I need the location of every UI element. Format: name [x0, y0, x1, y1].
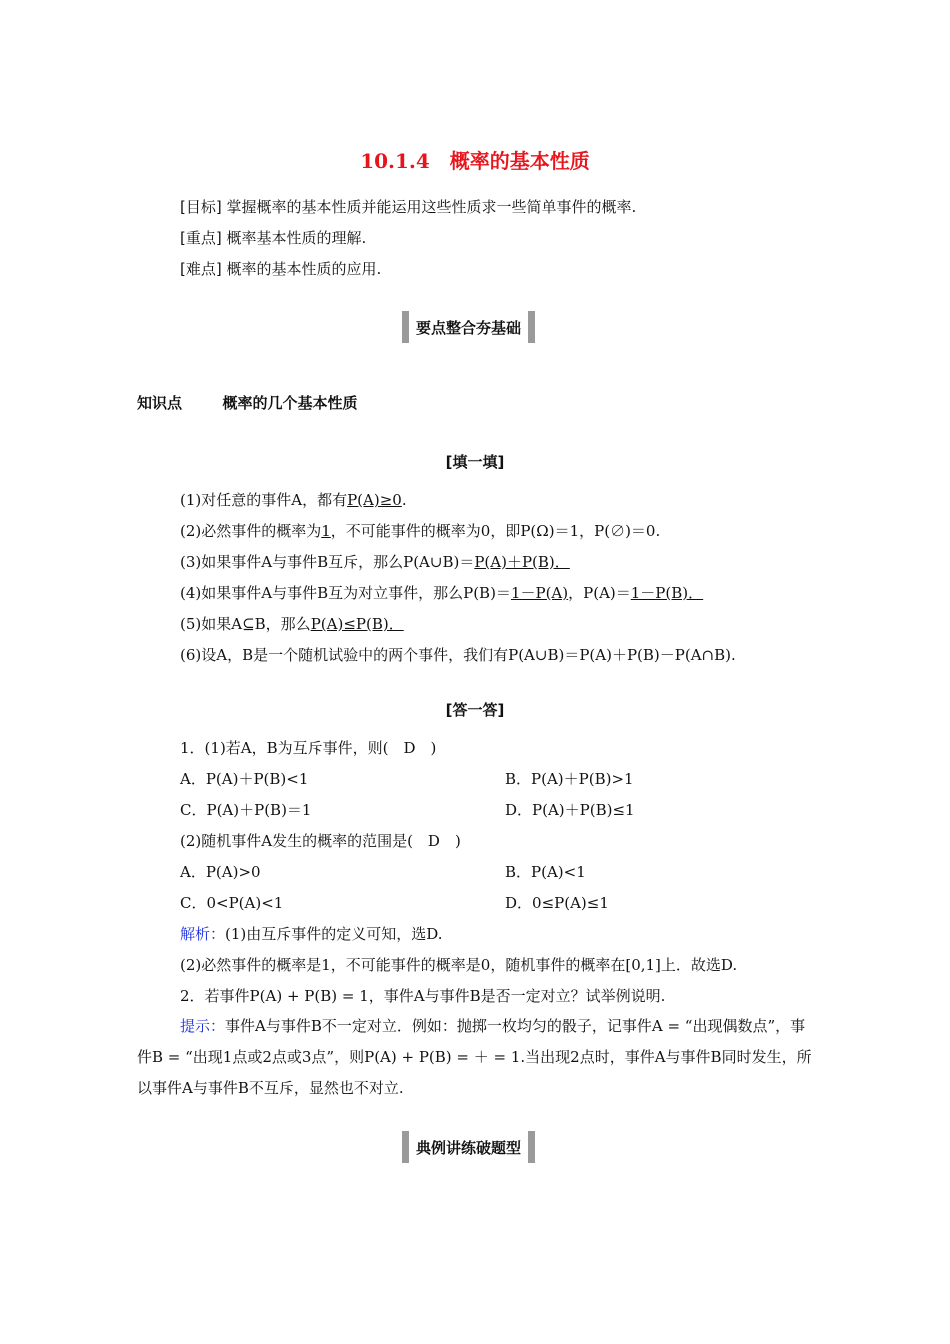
objective-label: [目标] [180, 198, 222, 216]
fill-item: (5)如果A⊆B，那么P(A)≤P(B)． [180, 615, 404, 633]
section-header [402, 310, 535, 344]
fill-item: (4)如果事件A与事件B互为对立事件，那么P(B)＝1－P(A)，P(A)＝1－P(B)． [180, 584, 704, 602]
fill-item: (3)如果事件A与事件B互斥，那么P(A∪B)＝P(A)＋P(B)． [180, 553, 570, 571]
analysis-label: 解析： [180, 925, 226, 943]
hint-paragraph [137, 1011, 817, 1104]
fill-item: (6)设A，B是一个随机试验中的两个事件，我们有P(A∪B)＝P(A)＋P(B)－P(A∩B). [180, 646, 736, 664]
knowledge-title: 概率的几个基本性质 [222, 394, 358, 412]
objective-difficulty [180, 258, 381, 279]
objective-label: [难点] [180, 260, 222, 278]
option-b: B．P(A)＋P(B)>1 [505, 770, 634, 788]
objective-label: [重点] [180, 229, 222, 247]
fill-item: (2)必然事件的概率为1，不可能事件的概率为0，即P(Ω)＝1，P(∅)＝0. [180, 522, 661, 540]
option-d: D．0≤P(A)≤1 [505, 894, 609, 912]
knowledge-label: 知识点 [137, 394, 183, 412]
fill-heading: [填一填] [445, 453, 505, 471]
section-title: 典例讲练破题型 [416, 1138, 522, 1157]
option-c: C．0<P(A)<1 [180, 894, 284, 912]
question-stem: 1．(1)若A，B为互斥事件，则( D ) [180, 739, 437, 757]
section-title: 要点整合夯基础 [416, 318, 522, 337]
fill-item: (1)对任意的事件A，都有P(A)≥0. [180, 491, 407, 509]
analysis [180, 923, 443, 944]
question-stem: (2)随机事件A发生的概率的范围是( D ) [180, 832, 461, 850]
analysis-text: (2)必然事件的概率是1，不可能事件的概率是0，随机事件的概率在[0,1]上．故选D. [180, 956, 738, 974]
knowledge-point [137, 392, 358, 413]
section-bar-right [528, 311, 535, 343]
objective-goal [180, 196, 636, 217]
section-bar-left [402, 1131, 409, 1163]
section-bar-left [402, 311, 409, 343]
option-d: D．P(A)＋P(B)≤1 [505, 801, 635, 819]
hint-label: 提示： [180, 1017, 226, 1035]
page-title: 10.1.4 概率的基本性质 [360, 149, 590, 173]
hint-text: 事件A与事件B不一定对立．例如：抛掷一枚均匀的骰子，记事件A = “出现偶数点”，事件B = “出现1点或2点或3点”，则P(A) + P(B) = ＋ = 1.当出现2点时，事件A与事件B同时发生，所以事件A与事件B不互斥，显然也不对立. [137, 1017, 812, 1097]
option-a: A．P(A)>0 [180, 863, 261, 881]
objective-text: 掌握概率的基本性质并能运用这些性质求一些简单事件的概率. [221, 198, 637, 216]
objective-text: 概率基本性质的理解. [221, 229, 367, 247]
analysis-text: (1)由互斥事件的定义可知，选D. [225, 925, 443, 943]
objective-key [180, 227, 366, 248]
section-bar-right [528, 1131, 535, 1163]
option-b: B．P(A)<1 [505, 863, 586, 881]
section-header [402, 1130, 535, 1164]
objective-text: 概率的基本性质的应用. [221, 260, 382, 278]
option-c: C．P(A)＋P(B)＝1 [180, 801, 312, 819]
answer-heading: [答一答] [445, 701, 505, 719]
option-a: A．P(A)＋P(B)<1 [180, 770, 309, 788]
question-stem: 2．若事件P(A) + P(B) = 1，事件A与事件B是否一定对立？试举例说明. [180, 987, 666, 1005]
